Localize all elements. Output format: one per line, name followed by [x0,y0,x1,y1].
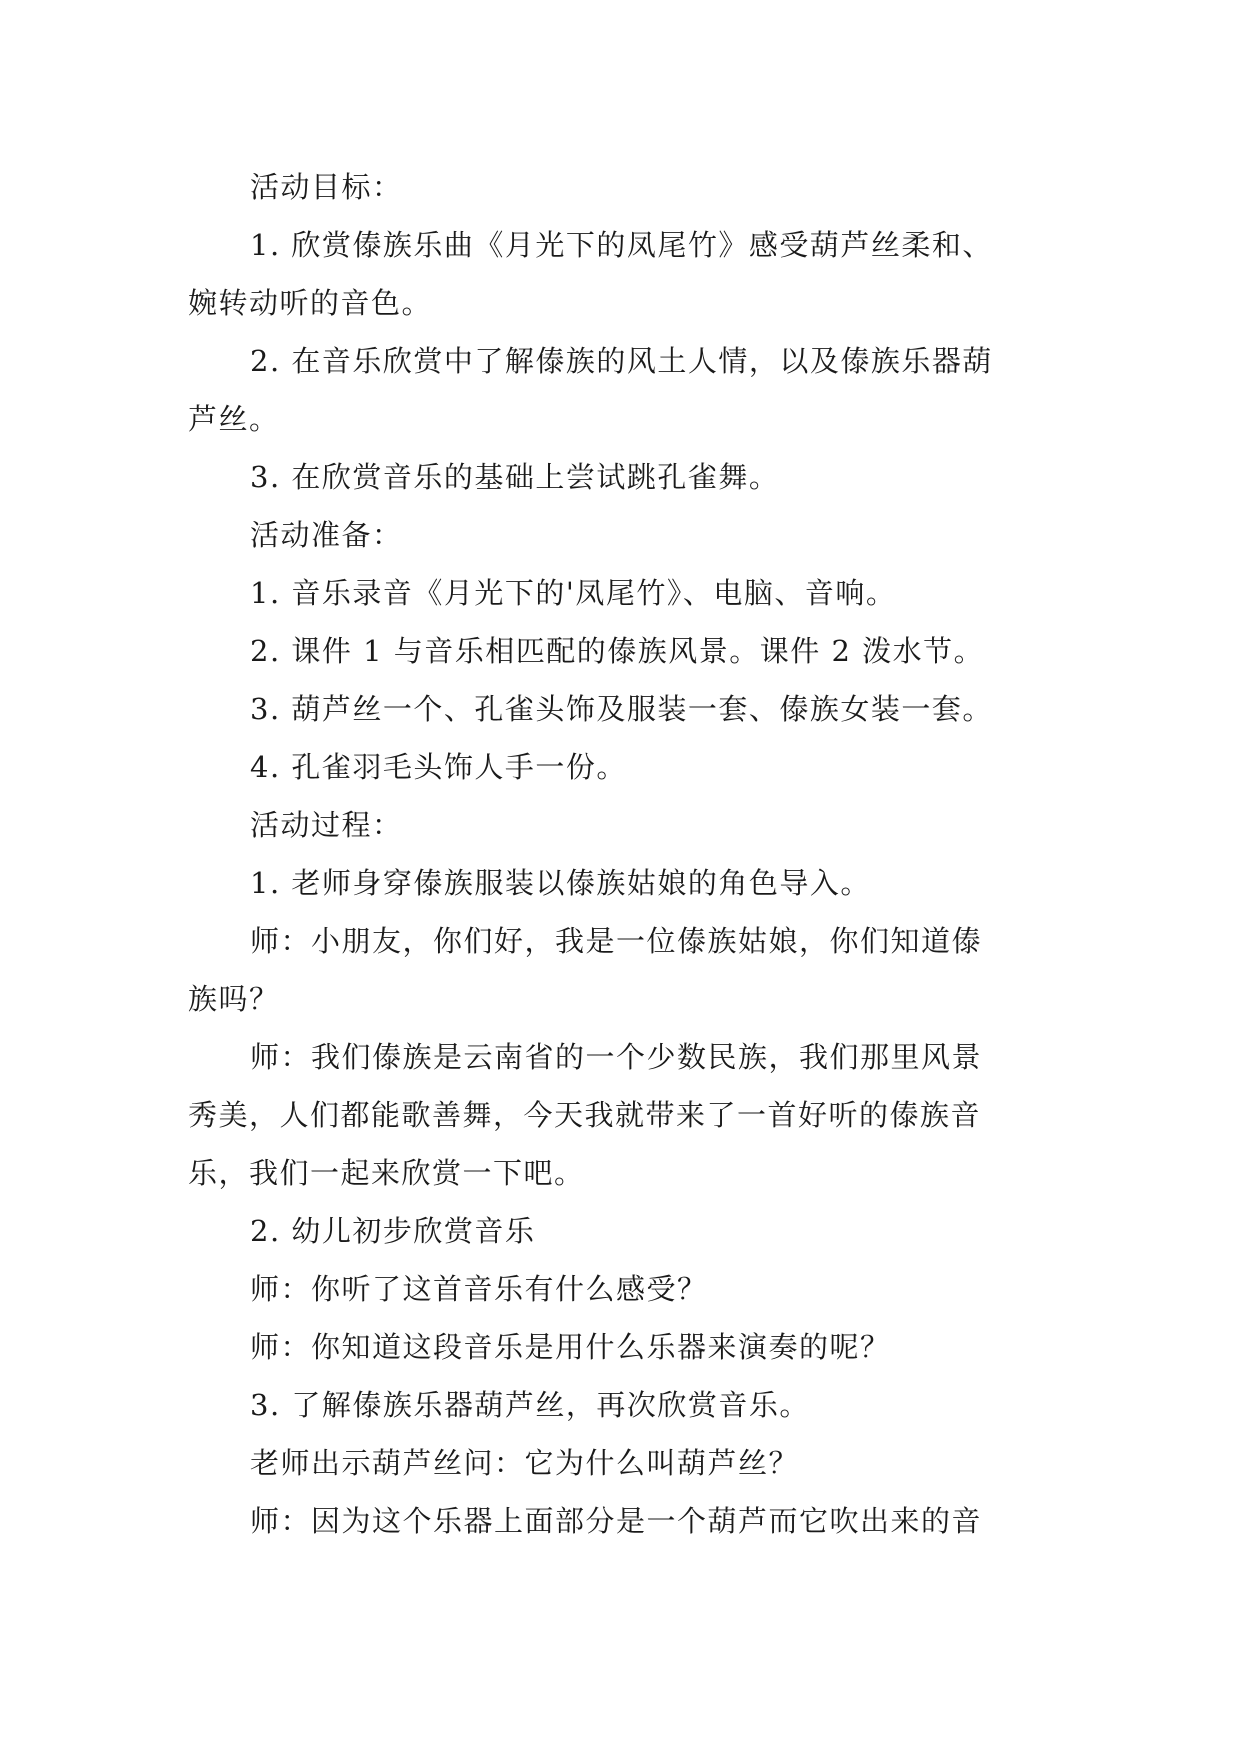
text-line: 2. 课件 1 与音乐相匹配的傣族风景。课件 2 泼水节。 [250,634,985,668]
text-line: 2. 幼儿初步欣赏音乐 [250,1214,536,1248]
text-line: 1. 音乐录音《月光下的'凤尾竹》、电脑、音响。 [250,576,897,610]
text-line: 活动准备： [250,518,403,552]
text-line: 族吗？ [188,982,280,1016]
text-line: 4. 孔雀羽毛头饰人手一份。 [250,750,627,784]
text-line: 1. 欣赏傣族乐曲《月光下的凤尾竹》感受葫芦丝柔和、 [250,228,993,262]
document-body [188,158,1068,1550]
text-line: 师：因为这个乐器上面部分是一个葫芦而它吹出来的音 [250,1504,983,1538]
text-line: 芦丝。 [188,402,280,436]
text-line: 乐，我们一起来欣赏一下吧。 [188,1156,585,1190]
text-line: 师：我们傣族是云南省的一个少数民族，我们那里风景 [250,1040,983,1074]
text-line: 3. 葫芦丝一个、孔雀头饰及服装一套、傣族女装一套。 [250,692,993,726]
text-line: 2. 在音乐欣赏中了解傣族的风土人情，以及傣族乐器葫 [250,344,993,378]
text-line: 婉转动听的音色。 [188,286,433,320]
text-line: 师：小朋友，你们好，我是一位傣族姑娘，你们知道傣 [250,924,983,958]
text-line: 老师出示葫芦丝问：它为什么叫葫芦丝？ [250,1446,800,1480]
text-line: 1. 老师身穿傣族服装以傣族姑娘的角色导入。 [250,866,871,900]
text-line: 3. 在欣赏音乐的基础上尝试跳孔雀舞。 [250,460,780,494]
text-line: 3. 了解傣族乐器葫芦丝，再次欣赏音乐。 [250,1388,810,1422]
text-line: 活动目标： [250,170,403,204]
text-line: 师：你听了这首音乐有什么感受？ [250,1272,708,1306]
text-line: 师：你知道这段音乐是用什么乐器来演奏的呢？ [250,1330,891,1364]
text-line: 活动过程： [250,808,403,842]
text-line: 秀美，人们都能歌善舞，今天我就带来了一首好听的傣族音 [188,1098,982,1132]
